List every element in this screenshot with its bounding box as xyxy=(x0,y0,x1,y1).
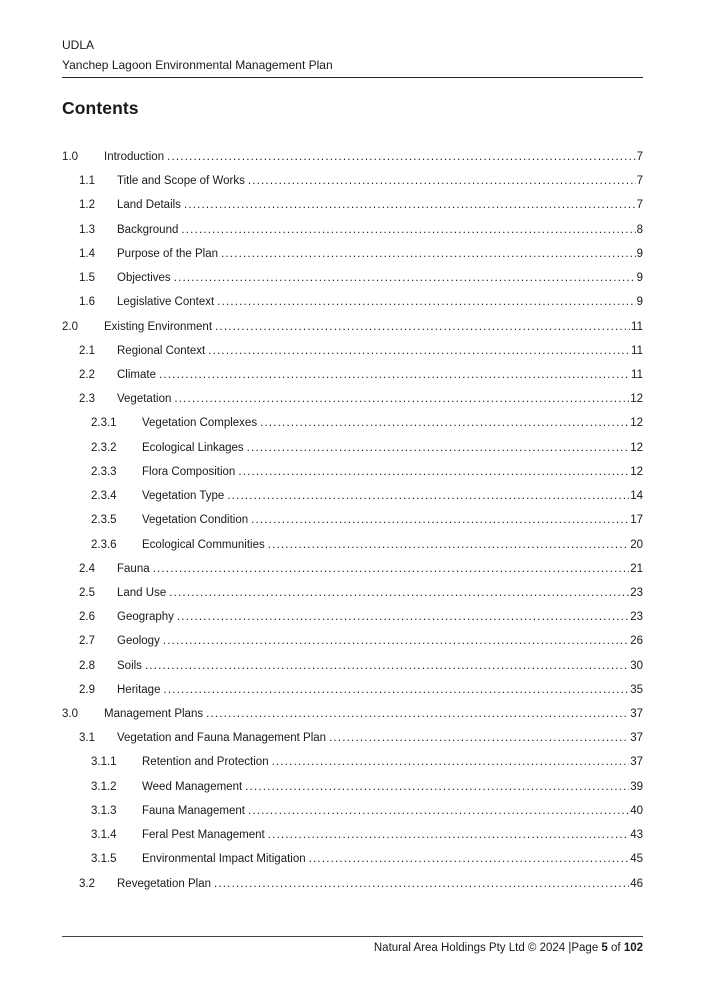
toc-entry-page: 37 xyxy=(630,756,643,769)
toc-dot-leader xyxy=(159,363,630,387)
toc-entry-page: 8 xyxy=(636,223,643,236)
toc-entry-title: Environmental Impact Mitigation xyxy=(142,853,306,866)
toc-entry-number: 2.7 xyxy=(79,635,95,648)
toc-entry[interactable] xyxy=(62,726,643,750)
toc-dot-leader xyxy=(260,411,629,435)
toc-entry-number: 1.4 xyxy=(79,247,95,260)
toc-entry-number: 2.3.2 xyxy=(91,441,117,454)
toc-entry-title: Flora Composition xyxy=(142,465,236,478)
toc-dot-leader xyxy=(248,799,629,823)
toc-dot-leader xyxy=(181,218,635,242)
toc-entry[interactable] xyxy=(62,799,643,823)
toc-entry[interactable] xyxy=(62,533,643,557)
toc-entry-number: 2.3.1 xyxy=(91,417,117,430)
toc-entry-title: Vegetation Type xyxy=(142,490,225,503)
toc-entry-number: 3.1.1 xyxy=(91,756,117,769)
toc-entry-title: Ecological Linkages xyxy=(142,441,244,454)
toc-entry-page: 26 xyxy=(630,635,643,648)
toc-entry[interactable] xyxy=(62,484,643,508)
toc-dot-leader xyxy=(248,169,636,193)
toc-entry-title: Existing Environment xyxy=(104,320,213,333)
toc-entry-page: 7 xyxy=(636,175,643,188)
toc-dot-leader xyxy=(247,436,630,460)
toc-entry-title: Regional Context xyxy=(117,344,206,357)
toc-entry-number: 1.3 xyxy=(79,223,95,236)
toc-dot-leader xyxy=(153,557,630,581)
toc-entry-title: Feral Pest Management xyxy=(142,829,265,842)
toc-dot-leader xyxy=(272,750,630,774)
toc-entry-page: 7 xyxy=(636,151,643,163)
toc-entry-number: 2.4 xyxy=(79,562,95,575)
toc-entry-title: Land Use xyxy=(117,586,167,599)
toc-entry-page: 35 xyxy=(630,683,643,696)
toc-dot-leader xyxy=(214,872,629,896)
toc-entry-number: 2.1 xyxy=(79,344,95,357)
toc-entry-page: 12 xyxy=(630,441,643,454)
toc-entry-number: 2.3.5 xyxy=(91,514,117,527)
toc-entry-number: 1.5 xyxy=(79,272,95,285)
toc-entry-page: 30 xyxy=(630,659,643,672)
toc-dot-leader xyxy=(215,315,630,339)
toc-entry-number: 2.0 xyxy=(62,320,78,333)
toc-entry-page: 9 xyxy=(636,247,643,260)
toc-entry-page: 37 xyxy=(630,732,643,745)
toc-dot-leader xyxy=(206,702,629,726)
toc-entry-title: Climate xyxy=(117,368,156,381)
toc-entry-page: 40 xyxy=(630,804,643,817)
toc-entry[interactable] xyxy=(62,654,643,678)
toc-dot-leader xyxy=(309,847,630,871)
toc-entry[interactable] xyxy=(62,581,643,605)
toc-entry[interactable] xyxy=(62,823,643,847)
toc-entry-number: 3.0 xyxy=(62,708,78,721)
toc-entry-page: 46 xyxy=(630,877,643,890)
toc-dot-leader xyxy=(268,533,629,557)
toc-dot-leader xyxy=(169,581,629,605)
footer-page-number: 5 xyxy=(601,942,608,954)
toc-entry-title: Vegetation and Fauna Management Plan xyxy=(117,732,327,745)
toc-entry-number: 1.6 xyxy=(79,296,95,309)
toc-dot-leader xyxy=(245,775,629,799)
toc-dot-leader xyxy=(174,387,629,411)
toc-entry[interactable] xyxy=(62,508,643,532)
toc-entry-title: Ecological Communities xyxy=(142,538,265,551)
toc-entry-number: 2.5 xyxy=(79,586,95,599)
toc-dot-leader xyxy=(145,654,629,678)
toc-entry-page: 39 xyxy=(630,780,643,793)
toc-entry-title: Retention and Protection xyxy=(142,756,269,769)
toc-entry-page: 43 xyxy=(630,829,643,842)
toc-entry-page: 12 xyxy=(630,417,643,430)
toc-entry[interactable] xyxy=(62,339,643,363)
toc-entry-page: 9 xyxy=(636,296,643,309)
toc-entry[interactable] xyxy=(62,193,643,217)
toc-dot-leader xyxy=(184,193,636,217)
toc-entry-page: 12 xyxy=(630,465,643,478)
toc-entry-number: 3.1 xyxy=(79,732,95,745)
contents-heading: Contents xyxy=(62,98,139,118)
toc-entry-page: 23 xyxy=(630,611,643,624)
toc-entry-number: 2.3.6 xyxy=(91,538,117,551)
footer-rule xyxy=(62,936,643,937)
toc-entry-number: 2.2 xyxy=(79,368,95,381)
toc-entry[interactable] xyxy=(62,266,643,290)
toc-entry[interactable] xyxy=(62,872,643,896)
toc-dot-leader xyxy=(238,460,629,484)
toc-entry-title: Revegetation Plan xyxy=(117,877,211,890)
toc-entry-page: 23 xyxy=(630,586,643,599)
header-doc-title: Yanchep Lagoon Environmental Management Plan xyxy=(62,58,333,72)
toc-dot-leader xyxy=(177,605,629,629)
toc-entry-page: 37 xyxy=(630,708,643,721)
footer-text-prefix: Natural Area Holdings Pty Ltd © 2024 |Page xyxy=(373,942,602,954)
document-footer xyxy=(62,939,643,957)
toc-entry[interactable] xyxy=(62,557,643,581)
toc-entry[interactable] xyxy=(62,363,643,387)
toc-entry-title: Geography xyxy=(117,611,174,624)
toc-entry-number: 2.8 xyxy=(79,659,95,672)
toc-entry-title: Heritage xyxy=(117,683,161,696)
toc-entry[interactable] xyxy=(62,678,643,702)
toc-entry[interactable] xyxy=(62,750,643,774)
footer-total-pages: 102 xyxy=(623,942,643,954)
toc-entry[interactable] xyxy=(62,629,643,653)
toc-entry[interactable] xyxy=(62,436,643,460)
toc-dot-leader xyxy=(163,629,629,653)
toc-entry-number: 1.2 xyxy=(79,199,95,212)
toc-entry-page: 11 xyxy=(631,344,643,357)
toc-entry-page: 20 xyxy=(630,538,643,551)
toc-entry-title: Management Plans xyxy=(104,708,204,721)
toc-entry[interactable] xyxy=(62,218,643,242)
toc-entry-number: 3.1.3 xyxy=(91,804,117,817)
toc-entry-page: 11 xyxy=(631,320,643,333)
toc-entry-title: Purpose of the Plan xyxy=(117,247,219,260)
toc-entry-title: Objectives xyxy=(117,272,171,285)
toc-dot-leader xyxy=(217,290,635,314)
toc-entry-page: 7 xyxy=(636,199,643,212)
header-rule xyxy=(62,77,643,78)
toc-entry[interactable] xyxy=(62,145,643,169)
toc-dot-leader xyxy=(268,823,629,847)
toc-entry[interactable] xyxy=(62,460,643,484)
toc-entry-number: 3.1.4 xyxy=(91,829,117,842)
toc-entry-title: Fauna Management xyxy=(142,804,245,817)
toc-entry-number: 1.1 xyxy=(79,175,95,188)
toc-entry-title: Fauna xyxy=(117,562,150,575)
toc-entry[interactable] xyxy=(62,702,643,726)
toc-entry-number: 2.3 xyxy=(79,393,95,406)
toc-entry-title: Soils xyxy=(117,659,142,672)
toc-entry-title: Vegetation xyxy=(117,393,172,406)
toc-entry[interactable] xyxy=(62,387,643,411)
toc-dot-leader xyxy=(227,484,629,508)
document-header xyxy=(62,35,643,78)
toc-entry-title: Weed Management xyxy=(142,780,243,793)
toc-entry-title: Legislative Context xyxy=(117,296,215,309)
toc-entry-page: 9 xyxy=(636,272,643,285)
toc-dot-leader xyxy=(251,508,629,532)
toc-entry-page: 11 xyxy=(631,368,643,381)
toc-entry-page: 21 xyxy=(630,562,643,575)
header-org: UDLA xyxy=(62,38,95,52)
toc-entry-title: Title and Scope of Works xyxy=(117,175,245,188)
toc-entry-number: 1.0 xyxy=(62,151,78,163)
toc-entry[interactable] xyxy=(62,315,643,339)
toc-entry[interactable] xyxy=(62,411,643,435)
toc-list xyxy=(62,145,643,896)
toc-entry-number: 3.2 xyxy=(79,877,95,890)
toc-entry-page: 12 xyxy=(630,393,643,406)
toc-entry-page: 14 xyxy=(630,490,643,503)
toc-entry[interactable] xyxy=(62,847,643,871)
toc-entry-page: 17 xyxy=(630,514,643,527)
toc-dot-leader xyxy=(163,678,629,702)
toc-entry-title: Introduction xyxy=(104,151,165,163)
toc-dot-leader xyxy=(174,266,636,290)
footer-separator: of xyxy=(607,942,624,954)
toc-entry[interactable] xyxy=(62,169,643,193)
toc-entry-title: Vegetation Complexes xyxy=(142,417,258,430)
toc-dot-leader xyxy=(221,242,636,266)
toc-entry[interactable] xyxy=(62,775,643,799)
toc-entry-number: 3.1.5 xyxy=(91,853,117,866)
toc-entry[interactable] xyxy=(62,242,643,266)
toc-entry-number: 3.1.2 xyxy=(91,780,117,793)
toc-entry-title: Background xyxy=(117,223,179,236)
toc-entry-number: 2.3.4 xyxy=(91,490,117,503)
toc-entry-title: Land Details xyxy=(117,199,181,212)
toc-dot-leader xyxy=(208,339,630,363)
toc-entry[interactable] xyxy=(62,605,643,629)
toc-dot-leader xyxy=(167,145,635,169)
toc-entry-number: 2.6 xyxy=(79,611,95,624)
toc-entry[interactable] xyxy=(62,290,643,314)
toc-entry-title: Geology xyxy=(117,635,160,648)
toc-dot-leader xyxy=(329,726,629,750)
toc-entry-title: Vegetation Condition xyxy=(142,514,249,527)
toc-entry-number: 2.3.3 xyxy=(91,465,117,478)
toc-entry-number: 2.9 xyxy=(79,683,95,696)
toc-entry-page: 45 xyxy=(630,853,643,866)
